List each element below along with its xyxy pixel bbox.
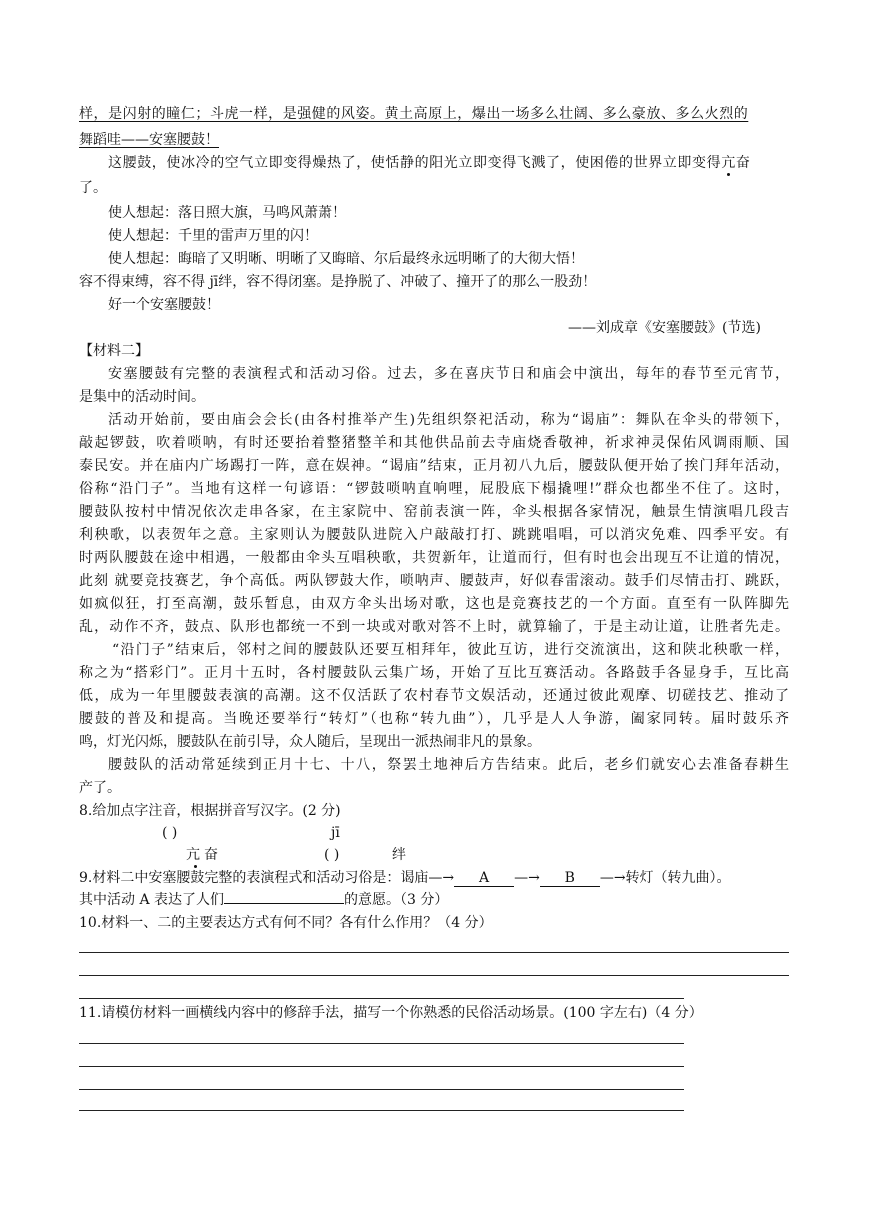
material-2-line: 腰鼓队的活动常延续到正月十七、十八，祭罢土地神后方告结束。此后，老乡们就安心去准备春耕生 [108,757,789,773]
material-2-line: 腰鼓的普及和提高。当晚还要举行“转灯”（也称“转九曲”），几乎是人人争游，阖家同转。届时鼓乐齐 [79,711,789,727]
answer-line[interactable] [79,1089,684,1090]
answer-line[interactable] [79,952,789,953]
material-2-line: 是集中的活动时间。 [79,389,205,405]
material-2-line: 鸣，灯光闪烁，腰鼓队在前引导，众人随后，呈现出一派热闹非凡的景象。 [79,734,541,750]
material-2-heading: 【材料二】 [79,343,149,359]
question-11-stem: 11.请模仿材料一画横线内容中的修辞手法，描写一个你熟悉的民俗活动场景。(100 字左右)（4 分） [79,1005,703,1021]
question-10-stem: 10.材料一、二的主要表达方式有何不同？各有什么作用？（4 分） [79,915,493,931]
paragraph-drum-effect-end: 了。 [79,180,107,196]
answer-line[interactable] [79,1110,684,1111]
paragraph-drum-effect: 这腰鼓，使冰冷的空气立即变得燥热了，使恬静的阳光立即变得飞溅了，使困倦的世界立即变得亢奋 [108,155,751,171]
char-ban: 绊 [392,847,406,863]
material-2-line: 此刻 就要竞技赛艺，争个高低。两队锣鼓大作，唢呐声、腰鼓声，好似春雷滚动。鼓手们尽情击打、跳跃， [79,573,789,589]
paragraph-reminds-2: 使人想起：千里的雷声万里的闪！ [108,228,318,244]
answer-blank-a[interactable]: A [454,870,514,887]
material-2-line: “沿门子”结束后，邻村之间的腰鼓队还要互相拜年，彼此互访，进行交流演出，这和陕北秧歌一样， [112,642,789,658]
material-2-line: 乱，动作不齐，鼓点、队形也都统一不到一块或对歌对答不上时，就算输了，于是主动让道，让胜者先走。 [79,619,789,635]
pinyin-label: jī [331,825,340,841]
question-8-stem: 8.给加点字注音，根据拼音写汉字。(2 分) [79,803,341,819]
material-2-line: 敲起锣鼓，吹着唢呐，有时还要抬着整猪整羊和其他供品前去寺庙烧香敬神，祈求神灵保佑风调雨顺、国 [79,435,789,451]
answer-blank-wish[interactable] [224,903,344,904]
material-2-line: 腰鼓队按村中情况依次走串各家，在主家院中、窑前表演一阵，伞头根据各家情况，触景生情演唱几段吉 [79,504,789,520]
dotted-char: 亢 [186,847,204,863]
question-9-line-2: 其中活动 A 表达了人们 的意愿。（3 分） [79,892,449,908]
paragraph-unrestrained: 容不得束缚，容不得 jī绊，容不得闭塞。是挣脱了、冲破了、撞开了的那么一股劲！ [79,274,597,290]
material-2-line: 泰民安。并在庙内广场踢打一阵，意在娱神。“谒庙”结束，正月初八九后，腰鼓队便开始了挨门拜年活动， [79,458,789,474]
material-2-line: 如疯似狂，打至高潮，鼓乐暂息，由双方伞头出场对歌，这也是竞赛技艺的一个方面。直至有一队阵脚先 [79,596,789,612]
paragraph-exclaim: 好一个安塞腰鼓！ [108,297,220,313]
dotted-word: 亢奋 [186,847,222,863]
material-2-line: 活动开始前，要由庙会会长(由各村推举产生)先组织祭祀活动，称为“谒庙”：舞队在伞头的带领下， [108,412,789,428]
material-2-line: 利秧歌，以表贺年之意。主家则认为腰鼓队进院入户敲敲打打、跳跳唱唱，可以消灾免难、四季平安。有 [79,527,789,543]
material-2-line: 产了。 [79,780,121,796]
material-2-line: 低，成为一年里腰鼓表演的高潮。这不仅活跃了农村春节文娱活动，还通过彼此观摩、切磋技艺、推动了 [79,688,789,704]
paragraph-reminds-3: 使人想起：晦暗了又明晰、明晰了又晦暗、尔后最终永远明晰了的大彻大悟！ [108,251,584,267]
paragraph-reminds-1: 使人想起：落日照大旗，马鸣风萧萧！ [108,205,346,221]
pinyin-answer-blank-1[interactable]: ( ) [162,825,178,841]
material-2-line: 称之为“搭彩门”。正月十五时，各村腰鼓队云集广场，开始了互比互赛活动。各路鼓手各显身手，互比高 [79,665,789,681]
answer-line[interactable] [79,1066,684,1067]
answer-line[interactable] [79,1043,684,1044]
answer-line[interactable] [79,998,684,999]
underlined-passage-line-1: 样，是闪射的瞳仁；斗虎一样，是强健的风姿。黄土高原上，爆出一场多么壮阔、多么豪放、多么火烈的 [79,106,749,122]
char-answer-blank-2[interactable]: ( ) [324,847,340,863]
material-2-line: 俗称“沿门子”。当地有这样一句谚语：“锣鼓唢呐直响哩，屁股底下榻撬哩!”群众也都坐不住了。这时， [79,481,789,497]
material-2-line: 时两队腰鼓在途中相遇，一般都由伞头互唱秧歌，共贺新年，让道而行，但有时也会出现互不让道的情况， [79,550,789,566]
question-9-stem: 9.材料二中安塞腰鼓完整的表演程式和活动习俗是：谒庙—→ A —→ B —→转灯（转九曲）。 [79,870,731,886]
underlined-passage-line-2: 舞蹈哇——安塞腰鼓！ [79,132,219,148]
answer-blank-b[interactable]: B [540,870,600,887]
source-attribution: ——刘成章《安塞腰鼓》(节选) [568,320,761,336]
dotted-char: 亢 [721,155,736,171]
material-2-line: 安塞腰鼓有完整的表演程式和活动习俗。过去，多在喜庆节日和庙会中演出，每年的春节至元宵节， [108,366,789,382]
answer-line[interactable] [79,975,789,976]
